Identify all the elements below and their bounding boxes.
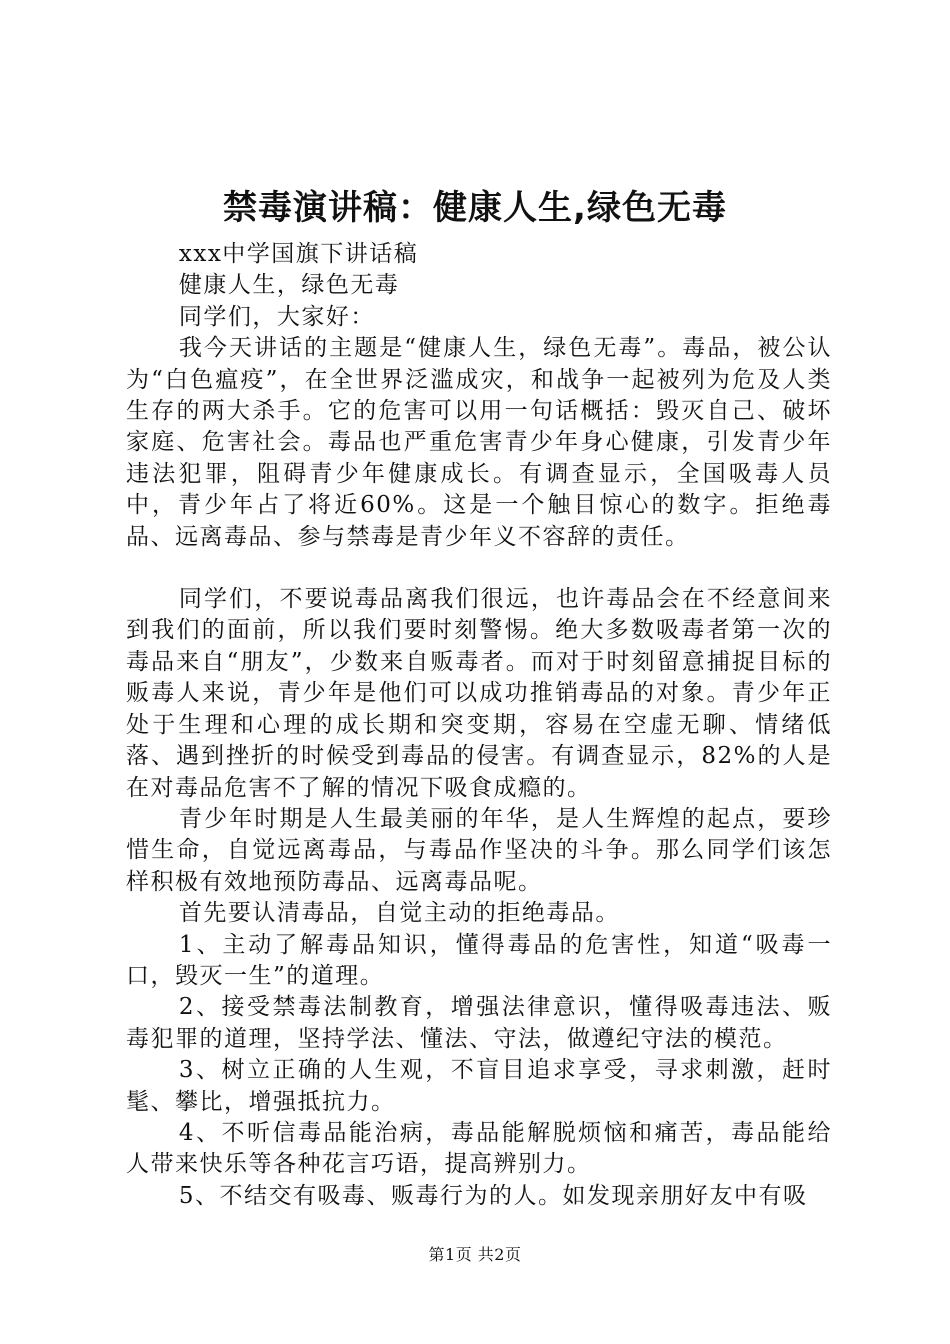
- list-item-1: 1、主动了解毒品知识，懂得毒品的危害性，知道“吸毒一口，毁灭一生”的道理。: [126, 931, 832, 989]
- greeting-line: 同学们，大家好：: [178, 303, 375, 330]
- document-title: 禁毒演讲稿：健康人生,绿色无毒: [223, 188, 727, 228]
- list-item-2: 2、接受禁毒法制教育，增强法律意识，懂得吸毒违法、贩毒犯罪的道理，坚持学法、懂法、守法，做遵纪守法的模范。: [126, 994, 832, 1052]
- list-item-5: 5、不结交有吸毒、贩毒行为的人。如发现亲朋好友中有吸: [178, 1182, 808, 1209]
- speech-theme-line: 健康人生，绿色无毒: [178, 272, 400, 299]
- list-item-4: 4、不听信毒品能治病，毒品能解脱烦恼和痛苦，毒品能给人带来快乐等各种花言巧语，提高辨别力。: [126, 1119, 832, 1178]
- school-speech-heading: xxx中学国旗下讲话稿: [178, 241, 419, 267]
- list-item-3: 3、树立正确的人生观，不盲目追求享受，寻求刺激，赶时髦、攀比，增强抵抗力。: [126, 1057, 832, 1115]
- paragraph-spacer: [126, 553, 832, 584]
- paragraph-first-step: 首先要认清毒品，自觉主动的拒绝毒品。: [178, 900, 620, 927]
- paragraph-youth: 青少年时期是人生最美丽的年华，是人生辉煌的起点，要珍惜生命，自觉远离毒品，与毒品作坚决的斗争。那么同学们该怎样积极有效地预防毒品、远离毒品呢。: [126, 805, 832, 895]
- page-number-footer: 第1页 共2页: [428, 1245, 522, 1264]
- document-body: [126, 239, 832, 1212]
- paragraph-intro: 我今天讲话的主题是“健康人生，绿色无毒”。毒品，被公认为“白色瘟疫”，在全世界泛滥成灾，和战争一起被列为危及人类生存的两大杀手。它的危害可以用一句话概括：毁灭自己、破坏家庭、危害社会。毒品也严重危害青少年身心健康，引发青少年违法犯罪，阻碍青少年健康成长。有调查显示，全国吸毒人员中，青少年占了将近60%。这是一个触目惊心的数字。拒绝毒品、远离毒品、参与禁毒是青少年义不容辞的责任。: [126, 335, 832, 550]
- paragraph-warning: 同学们，不要说毒品离我们很远，也许毒品会在不经意间来到我们的面前，所以我们要时刻警惕。绝大多数吸毒者第一次的毒品来自“朋友”，少数来自贩毒者。而对于时刻留意捕捉目标的贩毒人来说，青少年是他们可以成功推销毒品的对象。青少年正处于生理和心理的成长期和突变期，容易在空虚无聊、情绪低落、遇到挫折的时候受到毒品的侵害。有调查显示，82%的人是在对毒品危害不了解的情况下吸食成瘾的。: [126, 586, 832, 801]
